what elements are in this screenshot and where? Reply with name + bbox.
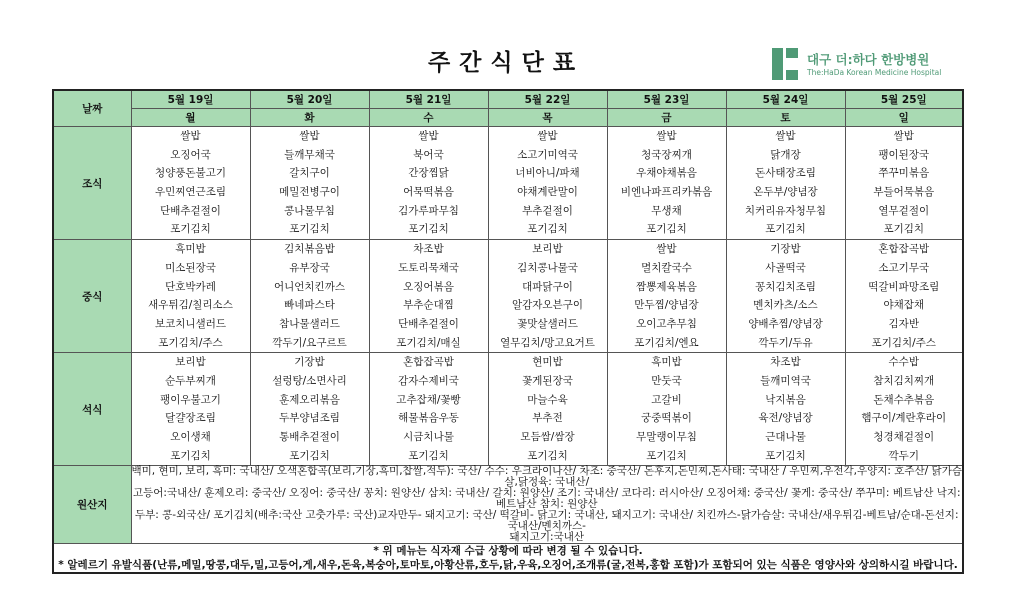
date-cell: 5월 20일 — [250, 90, 369, 109]
menu-item: 도토리묵채국 — [398, 261, 459, 274]
menu-cell — [250, 353, 369, 466]
menu-item: 김가루파무침 — [398, 204, 459, 217]
logo-subtitle: The:HaDa Korean Medicine Hospital — [807, 68, 942, 77]
menu-cell — [607, 353, 726, 466]
menu-item: 차조밥 — [770, 356, 801, 369]
menu-item: 혼합잡곡밥 — [878, 243, 930, 256]
menu-item: 설렁탕/소면사리 — [272, 374, 347, 387]
menu-item: 오징어국 — [170, 148, 211, 161]
menu-item: 김자반 — [888, 317, 919, 330]
menu-item: 청국장찌개 — [641, 148, 692, 161]
date-cell: 5월 23일 — [607, 90, 726, 109]
menu-item: 야채잡채 — [883, 299, 925, 312]
menu-item: 양배추찜/양념장 — [748, 317, 823, 330]
menu-item: 포기김치/주스 — [871, 336, 936, 349]
menu-cell — [488, 353, 607, 466]
menu-item: 비엔나파프리카볶음 — [620, 186, 713, 199]
menu-item: 유부장국 — [289, 261, 330, 274]
menu-item: 포기김치 — [527, 223, 568, 236]
origin-row — [53, 466, 963, 544]
menu-item: 현미밥 — [532, 356, 563, 369]
menu-item: 미소된장국 — [165, 261, 216, 274]
menu-item: 고갈비 — [651, 393, 682, 406]
menu-item: 깍두기 — [888, 449, 919, 462]
menu-cell — [369, 127, 488, 240]
menu-item: 햄구이/계란후라이 — [861, 412, 947, 425]
menu-item: 참나물샐러드 — [279, 317, 340, 330]
menu-item: 쌀밥 — [299, 130, 320, 142]
menu-item: 들깨미역국 — [760, 374, 811, 387]
menu-item: 우민찌연근조림 — [154, 186, 226, 199]
menu-item: 포기김치/매실 — [396, 336, 461, 349]
menu-item: 흑미밥 — [175, 243, 206, 256]
menu-item: 알감자오븐구이 — [511, 299, 583, 312]
menu-item: 소고기미역국 — [517, 148, 578, 161]
menu-cell — [488, 240, 607, 353]
menu-item: 순두부찌개 — [165, 374, 216, 387]
menu-item: 부추순대찜 — [403, 299, 454, 312]
menu-item: 보리밥 — [532, 243, 563, 256]
menu-item: 돈채수추볶음 — [873, 393, 935, 406]
menu-item: 오징어볶음 — [403, 280, 454, 293]
menu-item: 궁중떡볶이 — [641, 412, 692, 425]
menu-item: 보코치니샐러드 — [154, 317, 226, 330]
menu-item: 포기김치 — [765, 223, 806, 236]
menu-item: 갈치구이 — [289, 167, 330, 180]
origin-label: 원산지 — [53, 466, 131, 544]
menu-item: 포기김치 — [527, 449, 568, 462]
menu-item: 포기김치/주스 — [158, 336, 223, 349]
menu-cell — [131, 127, 250, 240]
meal-label: 중식 — [53, 240, 131, 353]
weekday-cell: 화 — [250, 109, 369, 127]
date-label: 날짜 — [53, 90, 131, 127]
menu-item: 고추잡채/꽃빵 — [396, 393, 461, 406]
menu-item: 짬뽕제육볶음 — [636, 280, 697, 293]
menu-item: 포기김치/엔요 — [634, 336, 699, 349]
menu-item: 포기김치 — [289, 223, 330, 236]
menu-cell — [607, 240, 726, 353]
date-row — [53, 90, 963, 109]
menu-item: 보리밥 — [175, 356, 206, 369]
weekday-cell: 목 — [488, 109, 607, 127]
menu-item: 치커리유자청무침 — [744, 204, 827, 217]
menu-item: 흑미밥 — [651, 356, 682, 369]
weekday-cell: 수 — [369, 109, 488, 127]
menu-item: 기장밥 — [294, 356, 325, 369]
menu-item: 포기김치 — [408, 223, 449, 236]
menu-item: 우채야채볶음 — [636, 167, 697, 180]
menu-item: 꽃맛살샐러드 — [517, 317, 578, 330]
meal-label: 석식 — [53, 353, 131, 466]
origin-text — [131, 466, 963, 544]
weekday-cell: 일 — [845, 109, 963, 127]
menu-item: 근대나물 — [765, 431, 806, 443]
menu-cell — [726, 127, 845, 240]
menu-item: 혼합잡곡밥 — [403, 356, 454, 369]
meal-row — [53, 240, 963, 353]
menu-cell — [131, 353, 250, 466]
menu-item: 수수밥 — [888, 356, 919, 369]
menu-item: 깍두기/요구르트 — [272, 336, 347, 349]
meal-label: 조식 — [53, 127, 131, 240]
menu-item: 김치볶음밥 — [284, 243, 335, 256]
logo-mark-icon — [772, 48, 798, 80]
menu-item: 멸치칼국수 — [641, 261, 692, 274]
menu-item: 낙지볶음 — [765, 393, 806, 406]
menu-cell — [845, 127, 963, 240]
menu-item: 닭개장 — [770, 148, 801, 161]
menu-item: 꽃게된장국 — [522, 374, 573, 387]
menu-item: 포기김치 — [765, 449, 806, 462]
menu-item: 야채계란말이 — [517, 186, 578, 199]
menu-cell — [845, 353, 963, 466]
menu-item: 쌀밥 — [775, 130, 796, 142]
menu-item: 훈제오리볶음 — [279, 393, 340, 406]
menu-item: 어니언치킨까스 — [273, 280, 345, 293]
menu-item: 온두부/양념장 — [753, 186, 818, 199]
menu-item: 청양풍돈불고기 — [154, 167, 226, 180]
menu-item: 김치콩나물국 — [517, 261, 578, 274]
date-cell: 5월 19일 — [131, 90, 250, 109]
menu-item: 깍두기/두유 — [758, 336, 813, 349]
origin-line: 두부: 콩-외국산/ 포기김치(배추:국산 고춧가루: 국산)교자만두- 돼지고기: 국산/ 떡갈비- 닭고기: 국내산, 돼지고기: 국내산/ 치킨까스-닭가슴살: 국내산/새우튀김-베트남/순대-돈선지:국내산/멘치까스- — [134, 509, 959, 533]
menu-item: 열무김치/망고요거트 — [500, 336, 595, 349]
menu-item: 어묵떡볶음 — [403, 186, 454, 199]
menu-item: 포기김치 — [883, 223, 925, 236]
menu-item: 해물볶음우동 — [398, 412, 459, 425]
menu-cell — [607, 127, 726, 240]
origin-line: 돼지고기:국내산 — [509, 531, 585, 544]
notice-row — [53, 544, 963, 574]
menu-item: 소고기무국 — [878, 261, 930, 274]
date-cell: 5월 22일 — [488, 90, 607, 109]
weekday-row — [53, 109, 963, 127]
meal-row — [53, 353, 963, 466]
menu-item: 포기김치 — [289, 449, 330, 462]
notice-cell — [53, 544, 963, 574]
weekday-cell: 월 — [131, 109, 250, 127]
menu-item: 단배추겉절이 — [398, 317, 459, 330]
menu-item: 쌀밥 — [180, 130, 201, 142]
menu-item: 포기김치 — [170, 449, 211, 462]
menu-item: 간장찜닭 — [408, 167, 449, 180]
menu-item: 시금치나물 — [403, 431, 454, 443]
menu-item: 팽이우불고기 — [160, 393, 221, 406]
menu-item: 꽁치김치조림 — [755, 280, 816, 293]
menu-item: 무말랭이무침 — [636, 431, 697, 443]
menu-item: 빠네파스타 — [284, 299, 335, 312]
menu-item: 사골떡국 — [765, 261, 806, 274]
weekday-cell: 토 — [726, 109, 845, 127]
menu-item: 북어국 — [413, 148, 444, 161]
menu-item: 감자수제비국 — [398, 374, 459, 387]
menu-cell — [250, 127, 369, 240]
menu-cell — [488, 127, 607, 240]
menu-item: 떡갈비파망조림 — [868, 280, 940, 293]
menu-item: 새우튀김/칠리소스 — [148, 299, 233, 312]
weekday-cell: 금 — [607, 109, 726, 127]
menu-item: 멘치카츠/소스 — [753, 299, 818, 312]
date-cell: 5월 21일 — [369, 90, 488, 109]
menu-item: 달걀장조림 — [165, 412, 216, 425]
menu-item: 두부양념조림 — [279, 412, 340, 425]
menu-item: 포기김치 — [408, 449, 449, 462]
menu-item: 콩나물무침 — [284, 204, 335, 217]
menu-item: 단호박카레 — [165, 280, 216, 293]
menu-item: 포기김치 — [170, 223, 211, 236]
menu-item: 포기김치 — [646, 223, 687, 236]
origin-line: 백미, 현미, 보리, 흑미: 국내산/ 오색혼합곡(보리,기장,흑미,찹쌀,적두): 국산/ 수수: 우크라이나산/ 차조: 중국산/ 돈후지,돈민찌,돈사태: 국내산 / 우민찌,우전각,우양지: 호주산/ 닭가슴살,닭정육: 국내산/ — [131, 465, 962, 489]
menu-cell — [726, 240, 845, 353]
menu-cell — [369, 353, 488, 466]
menu-item: 무생채 — [651, 204, 682, 217]
menu-item: 포기김치 — [646, 449, 687, 462]
menu-item: 만둣국 — [651, 374, 682, 387]
menu-item: 쭈꾸미볶음 — [878, 167, 930, 180]
notice-line: * 알레르기 유발식품(난류,메밀,땅콩,대두,밀,고등어,게,새우,돈육,복숭아,토마토,아황산류,호두,닭,우육,오징어,조개류(굴,전복,홍합 포함)가 포함되어 있는 식품은 영양사와 상의하시길 바랍니다. — [58, 559, 958, 572]
menu-item: 쌀밥 — [656, 130, 677, 142]
menu-item: 마늘수육 — [527, 393, 568, 406]
menu-item: 육전/양념장 — [758, 412, 813, 425]
hospital-logo — [772, 48, 972, 82]
menu-item: 돈사태장조림 — [755, 167, 816, 180]
menu-table — [52, 89, 964, 574]
menu-cell — [845, 240, 963, 353]
menu-item: 오이고추무침 — [636, 317, 697, 330]
date-cell: 5월 25일 — [845, 90, 963, 109]
menu-item: 열무겉절이 — [878, 204, 930, 217]
menu-item: 쌀밥 — [418, 130, 439, 142]
menu-item: 차조밥 — [413, 243, 444, 256]
menu-item: 메밀전병구이 — [279, 186, 340, 199]
logo-name: 대구 더:하다 한방병원 — [807, 52, 930, 67]
menu-item: 쌀밥 — [893, 130, 914, 142]
menu-cell — [131, 240, 250, 353]
date-cell: 5월 24일 — [726, 90, 845, 109]
menu-item: 참치김치찌개 — [873, 374, 935, 387]
page-title: 주간식단표 — [427, 50, 585, 76]
menu-item: 부추전 — [532, 412, 563, 425]
menu-cell — [369, 240, 488, 353]
menu-item: 팽이된장국 — [878, 148, 930, 161]
menu-item: 모듬쌈/쌈장 — [520, 431, 575, 443]
menu-item: 쌀밥 — [537, 130, 558, 142]
menu-item: 만두찜/양념장 — [634, 299, 699, 312]
menu-cell — [726, 353, 845, 466]
menu-item: 청경채겉절이 — [873, 431, 935, 443]
menu-item: 부들어묵볶음 — [873, 186, 935, 199]
menu-item: 대파닭구이 — [522, 280, 573, 293]
menu-item: 통배추겉절이 — [279, 431, 340, 443]
menu-item: 너비아니/파채 — [515, 167, 580, 180]
menu-item: 들깨무채국 — [284, 148, 335, 161]
notice-line: * 위 메뉴는 식자재 수급 상황에 따라 변경 될 수 있습니다. — [373, 545, 643, 558]
menu-item: 기장밥 — [770, 243, 801, 256]
menu-item: 부추겉절이 — [522, 204, 573, 217]
origin-line: 고등어:국내산/ 훈제오리: 중국산/ 오징어: 중국산/ 꽁치: 원양산/ 삼치: 국내산/ 갈치: 원양산/ 조기: 국내산/ 코다리: 러시아산/ 오징어채: 중국산/ 꽃게: 중국산/ 쭈꾸미: 베트남산 낙지:베트남산 참치: 원양산 — [133, 487, 961, 511]
menu-item: 오이생채 — [170, 431, 211, 443]
meal-row — [53, 127, 963, 240]
menu-item: 쌀밥 — [656, 243, 677, 256]
menu-item: 단배추겉절이 — [160, 204, 221, 217]
menu-cell — [250, 240, 369, 353]
